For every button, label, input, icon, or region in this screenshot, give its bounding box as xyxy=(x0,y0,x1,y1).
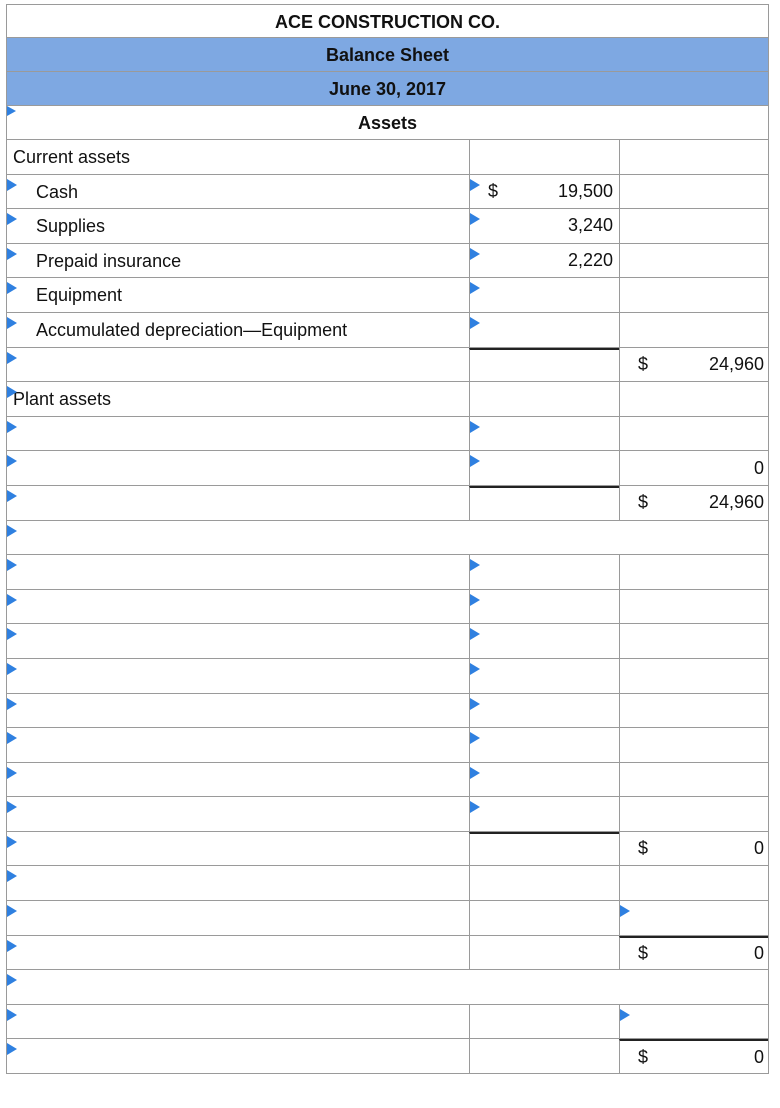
statement-title-text: Balance Sheet xyxy=(325,45,450,65)
amount-cell[interactable] xyxy=(469,901,619,935)
amount-cell[interactable] xyxy=(469,486,619,520)
total-cell[interactable] xyxy=(619,659,768,693)
amount-value: 3,240 xyxy=(567,215,613,236)
table-row xyxy=(6,728,769,763)
total-cell[interactable] xyxy=(619,797,768,831)
total-value: 0 xyxy=(753,1046,764,1067)
amount-cell[interactable] xyxy=(469,659,619,693)
amount-cell[interactable] xyxy=(469,244,619,278)
account-name-cell[interactable] xyxy=(7,866,469,900)
dropdown-arrow-icon[interactable] xyxy=(7,213,17,225)
statement-date-text: June 30, 2017 xyxy=(328,79,447,99)
dropdown-arrow-icon[interactable] xyxy=(7,628,17,640)
table-row xyxy=(6,175,769,210)
dropdown-arrow-icon[interactable] xyxy=(470,767,480,779)
account-name-cell[interactable] xyxy=(7,624,469,658)
total-value: 0 xyxy=(753,457,764,478)
table-row xyxy=(6,763,769,798)
amount-cell[interactable] xyxy=(469,1005,619,1039)
table-row xyxy=(6,417,769,452)
account-name-cell[interactable] xyxy=(7,244,469,278)
dropdown-arrow-icon[interactable] xyxy=(7,421,17,433)
account-name-cell[interactable] xyxy=(7,728,469,762)
total-cell[interactable] xyxy=(619,451,768,485)
account-name-cell[interactable] xyxy=(7,486,469,520)
dropdown-arrow-icon[interactable] xyxy=(470,455,480,467)
dropdown-arrow-icon[interactable] xyxy=(7,974,17,986)
amount-cell[interactable] xyxy=(469,209,619,243)
account-name-cell[interactable] xyxy=(7,140,469,174)
account-name: Accumulated depreciation—Equipment xyxy=(36,319,348,340)
total-cell[interactable] xyxy=(619,936,768,970)
table-row xyxy=(6,624,769,659)
company-name xyxy=(6,4,769,38)
table-row xyxy=(6,209,769,244)
dropdown-arrow-icon[interactable] xyxy=(7,352,17,364)
dropdown-arrow-icon[interactable] xyxy=(7,490,17,502)
total-cell[interactable] xyxy=(619,728,768,762)
dropdown-arrow-icon[interactable] xyxy=(7,905,17,917)
currency-symbol: $ xyxy=(638,838,649,859)
dropdown-arrow-icon[interactable] xyxy=(620,1009,630,1021)
company-name-text: ACE CONSTRUCTION CO. xyxy=(275,12,500,32)
table-row xyxy=(6,278,769,313)
account-name-cell[interactable] xyxy=(7,451,469,485)
table-row xyxy=(6,451,769,486)
account-name: Supplies xyxy=(36,216,106,237)
section-heading xyxy=(6,106,769,140)
dropdown-arrow-icon[interactable] xyxy=(470,801,480,813)
currency-symbol: $ xyxy=(638,353,649,374)
dropdown-arrow-icon[interactable] xyxy=(7,317,17,329)
table-row xyxy=(6,486,769,521)
dropdown-arrow-icon[interactable] xyxy=(7,663,17,675)
amount-value: 19,500 xyxy=(557,180,613,201)
account-name-cell[interactable] xyxy=(7,209,469,243)
table-row xyxy=(6,1005,769,1040)
table-row xyxy=(6,901,769,936)
dropdown-arrow-icon[interactable] xyxy=(7,767,17,779)
amount-cell[interactable] xyxy=(469,728,619,762)
account-name: Plant assets xyxy=(13,389,112,410)
total-cell[interactable] xyxy=(619,417,768,451)
total-value: 24,960 xyxy=(708,492,764,513)
total-cell[interactable] xyxy=(619,901,768,935)
dropdown-arrow-icon[interactable] xyxy=(470,559,480,571)
amount-cell[interactable] xyxy=(469,1039,619,1073)
total-cell[interactable] xyxy=(619,1005,768,1039)
amount-cell[interactable] xyxy=(469,313,619,347)
currency-symbol: $ xyxy=(488,180,499,201)
table-row xyxy=(6,659,769,694)
dropdown-arrow-icon[interactable] xyxy=(470,628,480,640)
account-name: Equipment xyxy=(36,285,123,306)
amount-cell[interactable] xyxy=(469,763,619,797)
total-cell[interactable] xyxy=(619,1039,768,1073)
dropdown-arrow-icon[interactable] xyxy=(620,905,630,917)
amount-cell[interactable] xyxy=(469,348,619,382)
account-name-cell[interactable] xyxy=(7,590,469,624)
total-value: 0 xyxy=(753,838,764,859)
dropdown-arrow-icon[interactable] xyxy=(470,594,480,606)
line-items xyxy=(6,140,769,1074)
account-name-cell[interactable] xyxy=(7,348,469,382)
dropdown-arrow-icon[interactable] xyxy=(7,282,17,294)
amount-cell[interactable] xyxy=(469,797,619,831)
currency-symbol: $ xyxy=(638,942,649,963)
amount-cell[interactable] xyxy=(469,175,619,209)
table-row xyxy=(6,555,769,590)
dropdown-arrow-icon[interactable] xyxy=(7,455,17,467)
dropdown-arrow-icon[interactable] xyxy=(7,1043,17,1055)
account-name-cell[interactable] xyxy=(7,832,469,866)
currency-symbol: $ xyxy=(638,1046,649,1067)
dropdown-arrow-icon[interactable] xyxy=(470,317,480,329)
dropdown-arrow-icon[interactable] xyxy=(7,836,17,848)
total-cell[interactable] xyxy=(619,382,768,416)
total-cell[interactable] xyxy=(619,140,768,174)
account-name-cell[interactable] xyxy=(7,901,469,935)
table-row xyxy=(6,244,769,279)
table-row xyxy=(6,797,769,832)
account-name-cell[interactable] xyxy=(7,382,469,416)
table-row xyxy=(6,140,769,175)
dropdown-arrow-icon[interactable] xyxy=(7,106,16,116)
total-value: 0 xyxy=(753,942,764,963)
statement-date xyxy=(6,72,769,106)
total-cell[interactable] xyxy=(619,348,768,382)
section-heading-text: Assets xyxy=(357,113,418,133)
account-name: Current assets xyxy=(13,147,131,167)
account-name: Prepaid insurance xyxy=(36,250,182,271)
table-row xyxy=(6,348,769,383)
amount-cell[interactable] xyxy=(469,694,619,728)
currency-symbol: $ xyxy=(638,492,649,513)
dropdown-arrow-icon[interactable] xyxy=(7,525,17,537)
dropdown-arrow-icon[interactable] xyxy=(7,1009,17,1021)
total-cell[interactable] xyxy=(619,209,768,243)
dropdown-arrow-icon[interactable] xyxy=(7,870,17,882)
dropdown-arrow-icon[interactable] xyxy=(470,663,480,675)
amount-cell[interactable] xyxy=(469,555,619,589)
amount-cell[interactable] xyxy=(469,866,619,900)
amount-value: 2,220 xyxy=(567,250,613,271)
total-cell[interactable] xyxy=(619,486,768,520)
dropdown-arrow-icon[interactable] xyxy=(7,732,17,744)
account-name-cell[interactable] xyxy=(7,1005,469,1039)
total-cell[interactable] xyxy=(619,763,768,797)
account-name-cell[interactable] xyxy=(7,970,768,1004)
account-name-cell[interactable] xyxy=(7,797,469,831)
dropdown-arrow-icon[interactable] xyxy=(7,559,17,571)
total-cell[interactable] xyxy=(619,694,768,728)
amount-cell[interactable] xyxy=(469,140,619,174)
table-row xyxy=(6,832,769,867)
dropdown-arrow-icon[interactable] xyxy=(470,732,480,744)
amount-cell[interactable] xyxy=(469,832,619,866)
dropdown-arrow-icon[interactable] xyxy=(7,940,17,952)
amount-cell[interactable] xyxy=(469,382,619,416)
table-row xyxy=(6,521,769,556)
dropdown-arrow-icon[interactable] xyxy=(7,594,17,606)
table-row xyxy=(6,313,769,348)
account-name-cell[interactable] xyxy=(7,417,469,451)
dropdown-arrow-icon[interactable] xyxy=(470,282,480,294)
dropdown-arrow-icon[interactable] xyxy=(7,248,17,260)
account-name-cell[interactable] xyxy=(7,1039,469,1073)
table-row xyxy=(6,590,769,625)
total-cell[interactable] xyxy=(619,313,768,347)
account-name-cell[interactable] xyxy=(7,521,768,555)
dropdown-arrow-icon[interactable] xyxy=(7,801,17,813)
dropdown-arrow-icon[interactable] xyxy=(470,698,480,710)
table-row xyxy=(6,866,769,901)
statement-title xyxy=(6,38,769,72)
amount-cell[interactable] xyxy=(469,278,619,312)
amount-cell[interactable] xyxy=(469,624,619,658)
table-row xyxy=(6,694,769,729)
account-name-cell[interactable] xyxy=(7,175,469,209)
account-name: Cash xyxy=(36,181,79,202)
dropdown-arrow-icon[interactable] xyxy=(470,421,480,433)
total-cell[interactable] xyxy=(619,590,768,624)
account-name-cell[interactable] xyxy=(7,313,469,347)
account-name-cell[interactable] xyxy=(7,659,469,693)
dropdown-arrow-icon[interactable] xyxy=(7,386,17,398)
table-row xyxy=(6,970,769,1005)
total-value: 24,960 xyxy=(708,353,764,374)
account-name-cell[interactable] xyxy=(7,694,469,728)
account-name-cell[interactable] xyxy=(7,278,469,312)
dropdown-arrow-icon[interactable] xyxy=(470,248,480,260)
account-name-cell[interactable] xyxy=(7,763,469,797)
dropdown-arrow-icon[interactable] xyxy=(7,179,17,191)
total-cell[interactable] xyxy=(619,624,768,658)
total-cell[interactable] xyxy=(619,832,768,866)
table-row xyxy=(6,382,769,417)
dropdown-arrow-icon[interactable] xyxy=(470,179,480,191)
table-row xyxy=(6,936,769,971)
amount-cell[interactable] xyxy=(469,451,619,485)
amount-cell[interactable] xyxy=(469,417,619,451)
account-name-cell[interactable] xyxy=(7,936,469,970)
balance-sheet xyxy=(6,4,769,1074)
total-cell[interactable] xyxy=(619,244,768,278)
total-cell[interactable] xyxy=(619,555,768,589)
account-name-cell[interactable] xyxy=(7,555,469,589)
amount-cell[interactable] xyxy=(469,936,619,970)
total-cell[interactable] xyxy=(619,175,768,209)
total-cell[interactable] xyxy=(619,278,768,312)
total-cell[interactable] xyxy=(619,866,768,900)
dropdown-arrow-icon[interactable] xyxy=(470,213,480,225)
amount-cell[interactable] xyxy=(469,590,619,624)
dropdown-arrow-icon[interactable] xyxy=(7,698,17,710)
table-row xyxy=(6,1039,769,1074)
